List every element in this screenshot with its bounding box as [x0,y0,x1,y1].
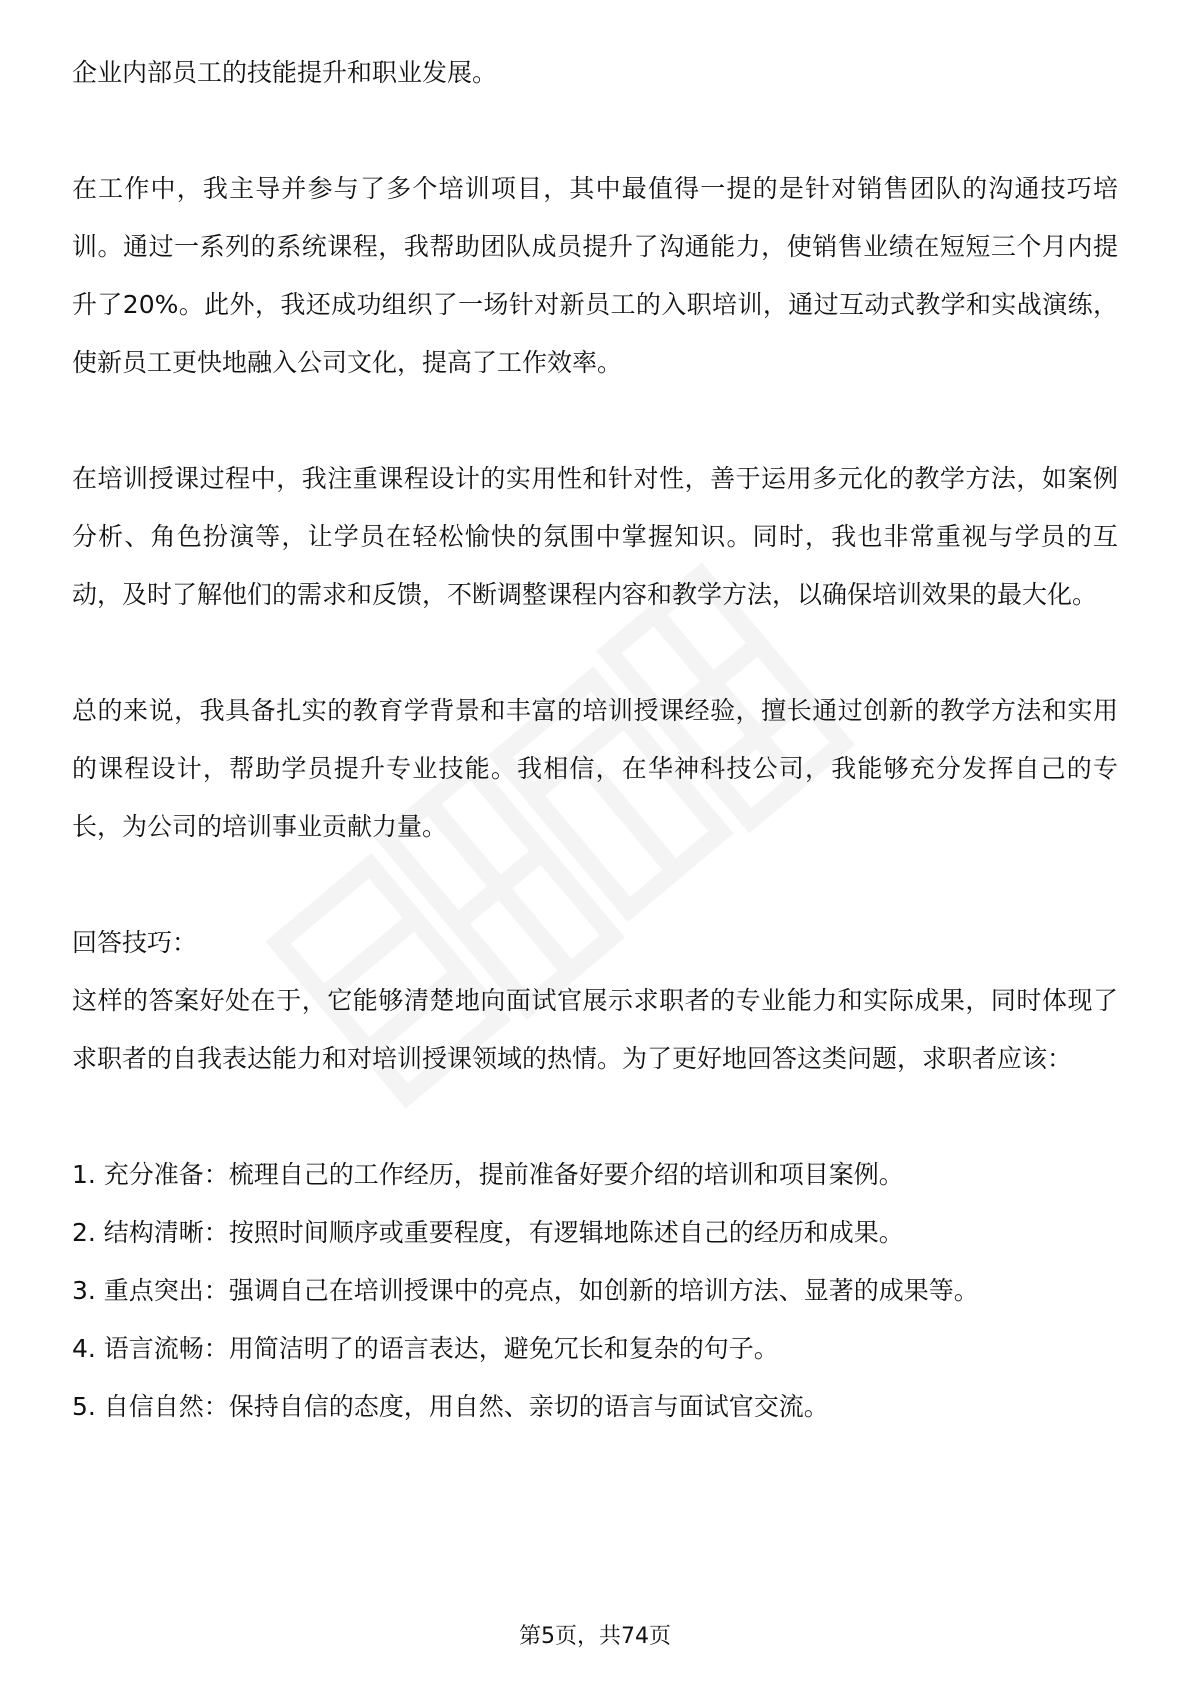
list-item: 4. 语言流畅：用简洁明了的语言表达，避免冗长和复杂的句子。 [72,1334,779,1363]
tips-list [72,1146,1118,1436]
paragraph-spacer [72,856,1118,914]
paragraph-4: 总的来说，我具备扎实的教育学背景和丰富的培训授课经验，擅长通过创新的教学方法和实用的课程设计，帮助学员提升专业技能。我相信，在华神科技公司，我能够充分发挥自己的专长，为公司的培训事业贡献力量。 [72,696,1118,841]
paragraph-spacer [72,102,1118,160]
paragraph-3: 在培训授课过程中，我注重课程设计的实用性和针对性，善于运用多元化的教学方法，如案例分析、角色扮演等，让学员在轻松愉快的氛围中掌握知识。同时，我也非常重视与学员的互动，及时了解他们的需求和反馈，不断调整课程内容和教学方法，以确保培训效果的最大化。 [72,464,1118,609]
document-body [72,44,1118,1436]
paragraph-spacer [72,1088,1118,1146]
paragraph-2: 在工作中，我主导并参与了多个培训项目，其中最值得一提的是针对销售团队的沟通技巧培训。通过一系列的系统课程，我帮助团队成员提升了沟通能力，使销售业绩在短短三个月内提升了20%。此外，我还成功组织了一场针对新员工的入职培训，通过互动式教学和实战演练，使新员工更快地融入公司文化，提高了工作效率。 [72,174,1118,377]
page-number-footer: 第5页，共74页 [519,1624,671,1649]
list-item: 1. 充分准备：梳理自己的工作经历，提前准备好要介绍的培训和项目案例。 [72,1160,904,1189]
list-item: 2. 结构清晰：按照时间顺序或重要程度，有逻辑地陈述自己的经历和成果。 [72,1218,904,1247]
list-item: 3. 重点突出：强调自己在培训授课中的亮点，如创新的培训方法、显著的成果等。 [72,1276,979,1305]
paragraph-spacer [72,392,1118,450]
paragraph-5: 这样的答案好处在于，它能够清楚地向面试官展示求职者的专业能力和实际成果，同时体现了求职者的自我表达能力和对培训授课领域的热情。为了更好地回答这类问题，求职者应该： [72,986,1118,1073]
tips-heading: 回答技巧： [72,928,198,957]
paragraph-spacer [72,624,1118,682]
paragraph-1: 企业内部员工的技能提升和职业发展。 [72,58,498,87]
list-item: 5. 自信自然：保持自信的态度，用自然、亲切的语言与面试官交流。 [72,1392,829,1421]
